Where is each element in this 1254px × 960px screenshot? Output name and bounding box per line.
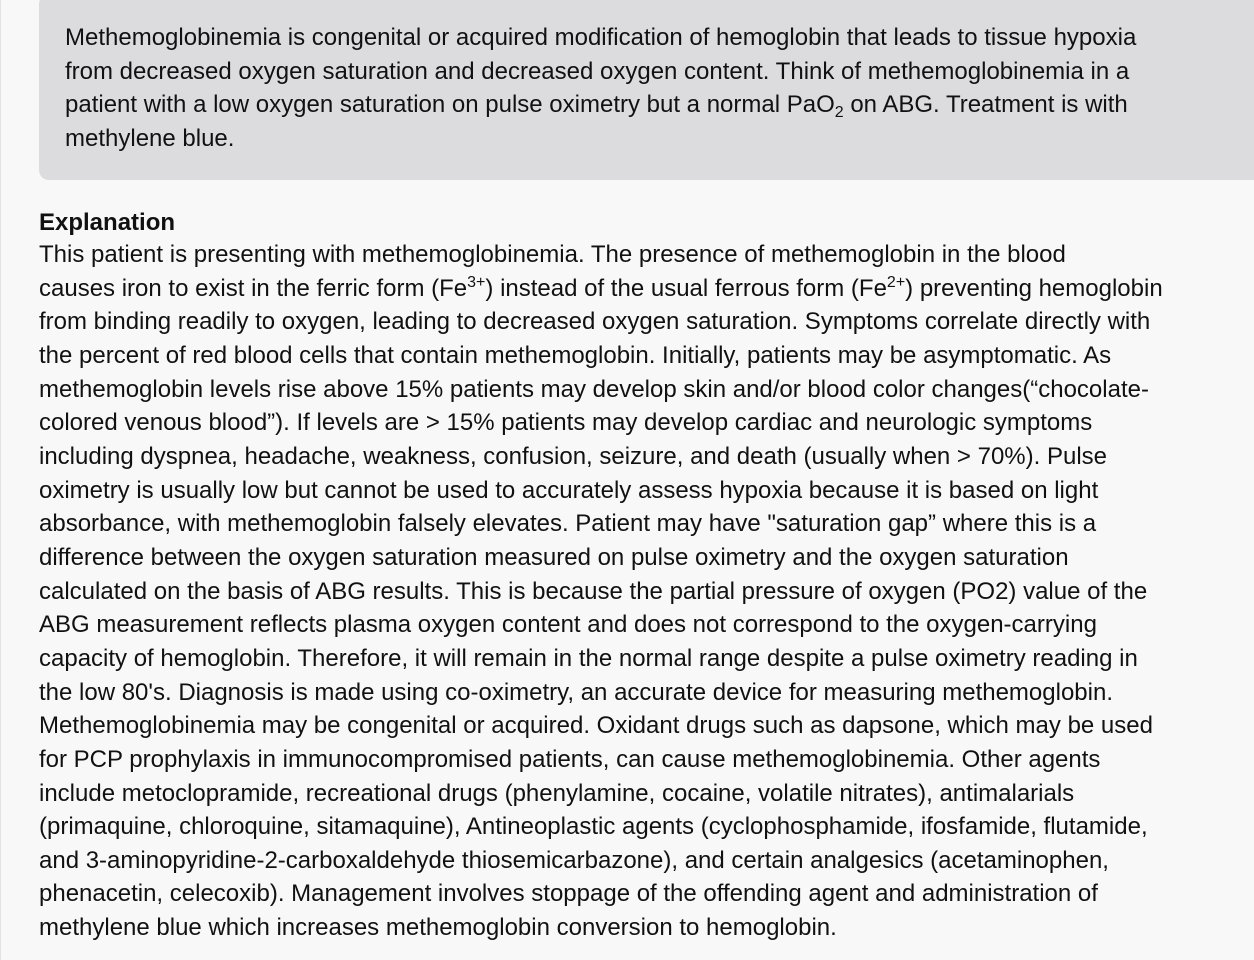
explanation-line: This patient is presenting with methemoglobinemia. The presence of methemoglobin in the blood [39, 241, 1066, 268]
explanation-section [39, 208, 1251, 945]
explanation-line: ABG measurement reflects plasma oxygen content and does not correspond to the oxygen-carrying [39, 611, 1097, 639]
explanation-line: (primaquine, chloroquine, sitamaquine), Antineoplastic agents (cyclophosphamide, ifosfamide, flutamide, [39, 813, 1148, 841]
explanation-line-text: ) instead of the usual ferrous form (Fe [485, 274, 887, 302]
summary-box [39, 0, 1254, 180]
explanation-line: and 3-aminopyridine-2-carboxaldehyde thiosemicarbazone), and certain analgesics (acetaminophen, [39, 846, 1109, 874]
superscript: 2+ [886, 273, 906, 291]
explanation-line: absorbance, with methemoglobin falsely elevates. Patient may have "saturation gap” where this is a [39, 510, 1097, 538]
explanation-line-text: ) preventing hemoglobin [905, 274, 1163, 302]
superscript: 3+ [467, 273, 486, 291]
explanation-line: from binding readily to oxygen, leading to decreased oxygen saturation. Symptoms correlate directly with [39, 308, 1151, 336]
explanation-line: methemoglobin levels rise above 15% patients may develop skin and/or blood color changes(“chocolate- [39, 375, 1149, 403]
explanation-line: calculated on the basis of ABG results. This is because the partial pressure of oxygen (PO2) value of the [39, 577, 1148, 605]
explanation-line: including dyspnea, headache, weakness, confusion, seizure, and death (usually when > 70%). Pulse [39, 442, 1108, 470]
explanation-body [39, 238, 1251, 945]
explanation-line: the percent of red blood cells that contain methemoglobin. Initially, patients may be asymptomatic. As [39, 341, 1112, 369]
explanation-line: for PCP prophylaxis in immunocompromised patients, can cause methemoglobinemia. Other agents [39, 745, 1101, 773]
summary-text [65, 21, 1229, 156]
explanation-line: include metoclopramide, recreational drugs (phenylamine, cocaine, volatile nitrates), antimalarials [39, 779, 1075, 807]
explanation-line: methylene blue which increases methemoglobin conversion to hemoglobin. [39, 914, 837, 942]
explanation-heading: Explanation [39, 209, 176, 236]
summary-line: from decreased oxygen saturation and decreased oxygen content. Think of methemoglobinemia in a [65, 57, 1130, 85]
explanation-line: capacity of hemoglobin. Therefore, it will remain in the normal range despite a pulse oximetry reading in [39, 644, 1138, 672]
summary-line: methylene blue. [65, 125, 235, 153]
explanation-line: the low 80's. Diagnosis is made using co-oximetry, an accurate device for measuring methemoglobin. [39, 678, 1113, 706]
explanation-line: Methemoglobinemia may be congenital or acquired. Oxidant drugs such as dapsone, which may be used [39, 712, 1153, 740]
explanation-line: phenacetin, celecoxib). Management involves stoppage of the offending agent and administration of [39, 880, 1098, 908]
explanation-line-text: causes iron to exist in the ferric form (Fe [39, 274, 468, 302]
summary-line [65, 88, 1229, 122]
explanation-line [39, 272, 1251, 306]
subscript: 2 [834, 104, 844, 122]
summary-line-text: patient with a low oxygen saturation on pulse oximetry but a normal PaO [65, 91, 835, 119]
explanation-line: difference between the oxygen saturation measured on pulse oximetry and the oxygen saturation [39, 543, 1069, 571]
explanation-line: colored venous blood”). If levels are > 15% patients may develop cardiac and neurologic symptoms [39, 409, 1093, 437]
summary-line-text: on ABG. Treatment is with [843, 91, 1128, 119]
summary-line: Methemoglobinemia is congenital or acquired modification of hemoglobin that leads to tissue hypoxia [65, 24, 1137, 51]
explanation-line: oximetry is usually low but cannot be used to accurately assess hypoxia because it is based on light [39, 476, 1099, 504]
left-border [0, 0, 1, 960]
